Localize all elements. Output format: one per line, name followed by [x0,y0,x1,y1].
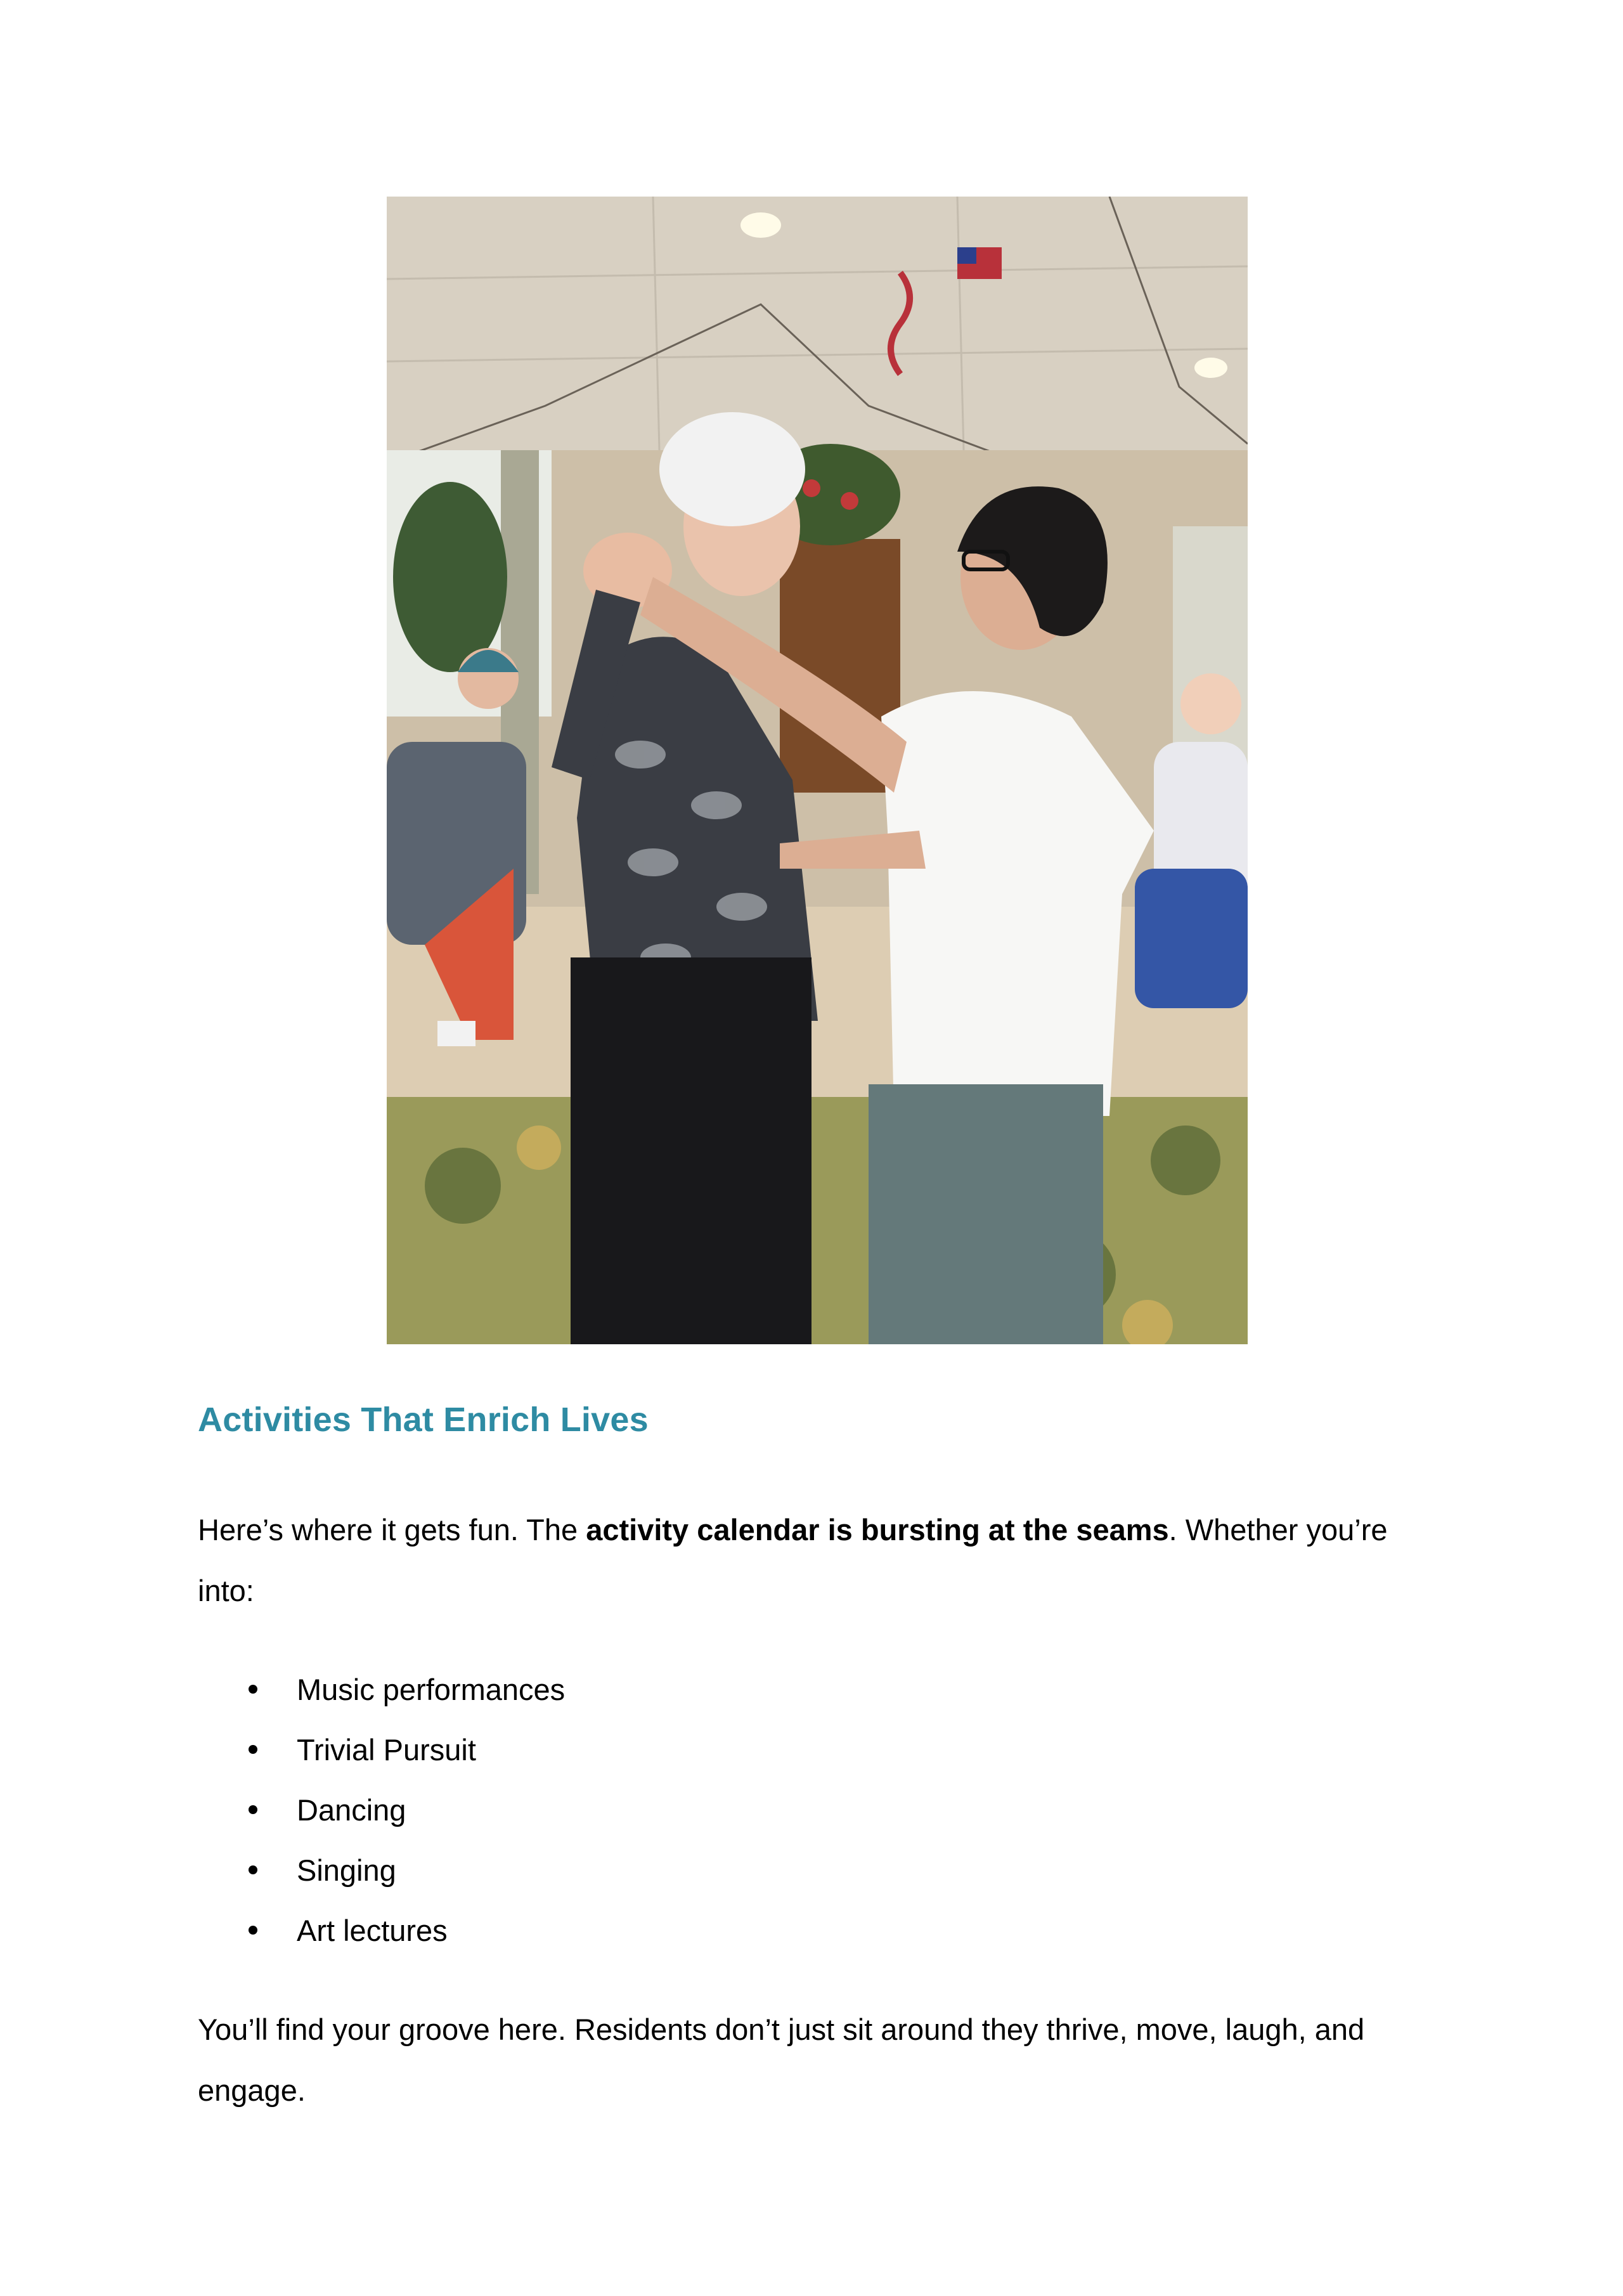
bullet-icon [249,1865,257,1874]
intro-paragraph [198,1500,1440,1621]
list-item-label: Music performances [297,1673,566,1706]
closing-paragraph: You’ll find your groove here. Residents don’t just sit around they thrive, move, laugh, and engage. [198,2013,1365,2107]
list-item-label: Art lectures [297,1914,448,1947]
list-item-label: Dancing [297,1793,406,1827]
list-item [198,1900,565,1961]
list-item [198,1720,565,1780]
bullet-icon [249,1926,257,1935]
list-item [198,1780,565,1840]
list-item [198,1659,565,1720]
list-item-label: Trivial Pursuit [297,1733,476,1767]
dancing-photo [387,197,1248,1344]
activities-list [198,1659,565,1961]
list-item-label: Singing [297,1853,396,1887]
bullet-icon [249,1745,257,1754]
bullet-icon [249,1685,257,1694]
photo-dancing-residents-icon [387,197,1248,1344]
intro-text-before: Here’s where it gets fun. The [198,1513,586,1547]
intro-text-after: . Whether you’re into: [198,1513,1388,1607]
list-item [198,1840,565,1900]
bullet-icon [249,1805,257,1814]
section-heading: Activities That Enrich Lives [198,1401,649,1439]
intro-bold-text: activity calendar is bursting at the seams [586,1513,1169,1547]
